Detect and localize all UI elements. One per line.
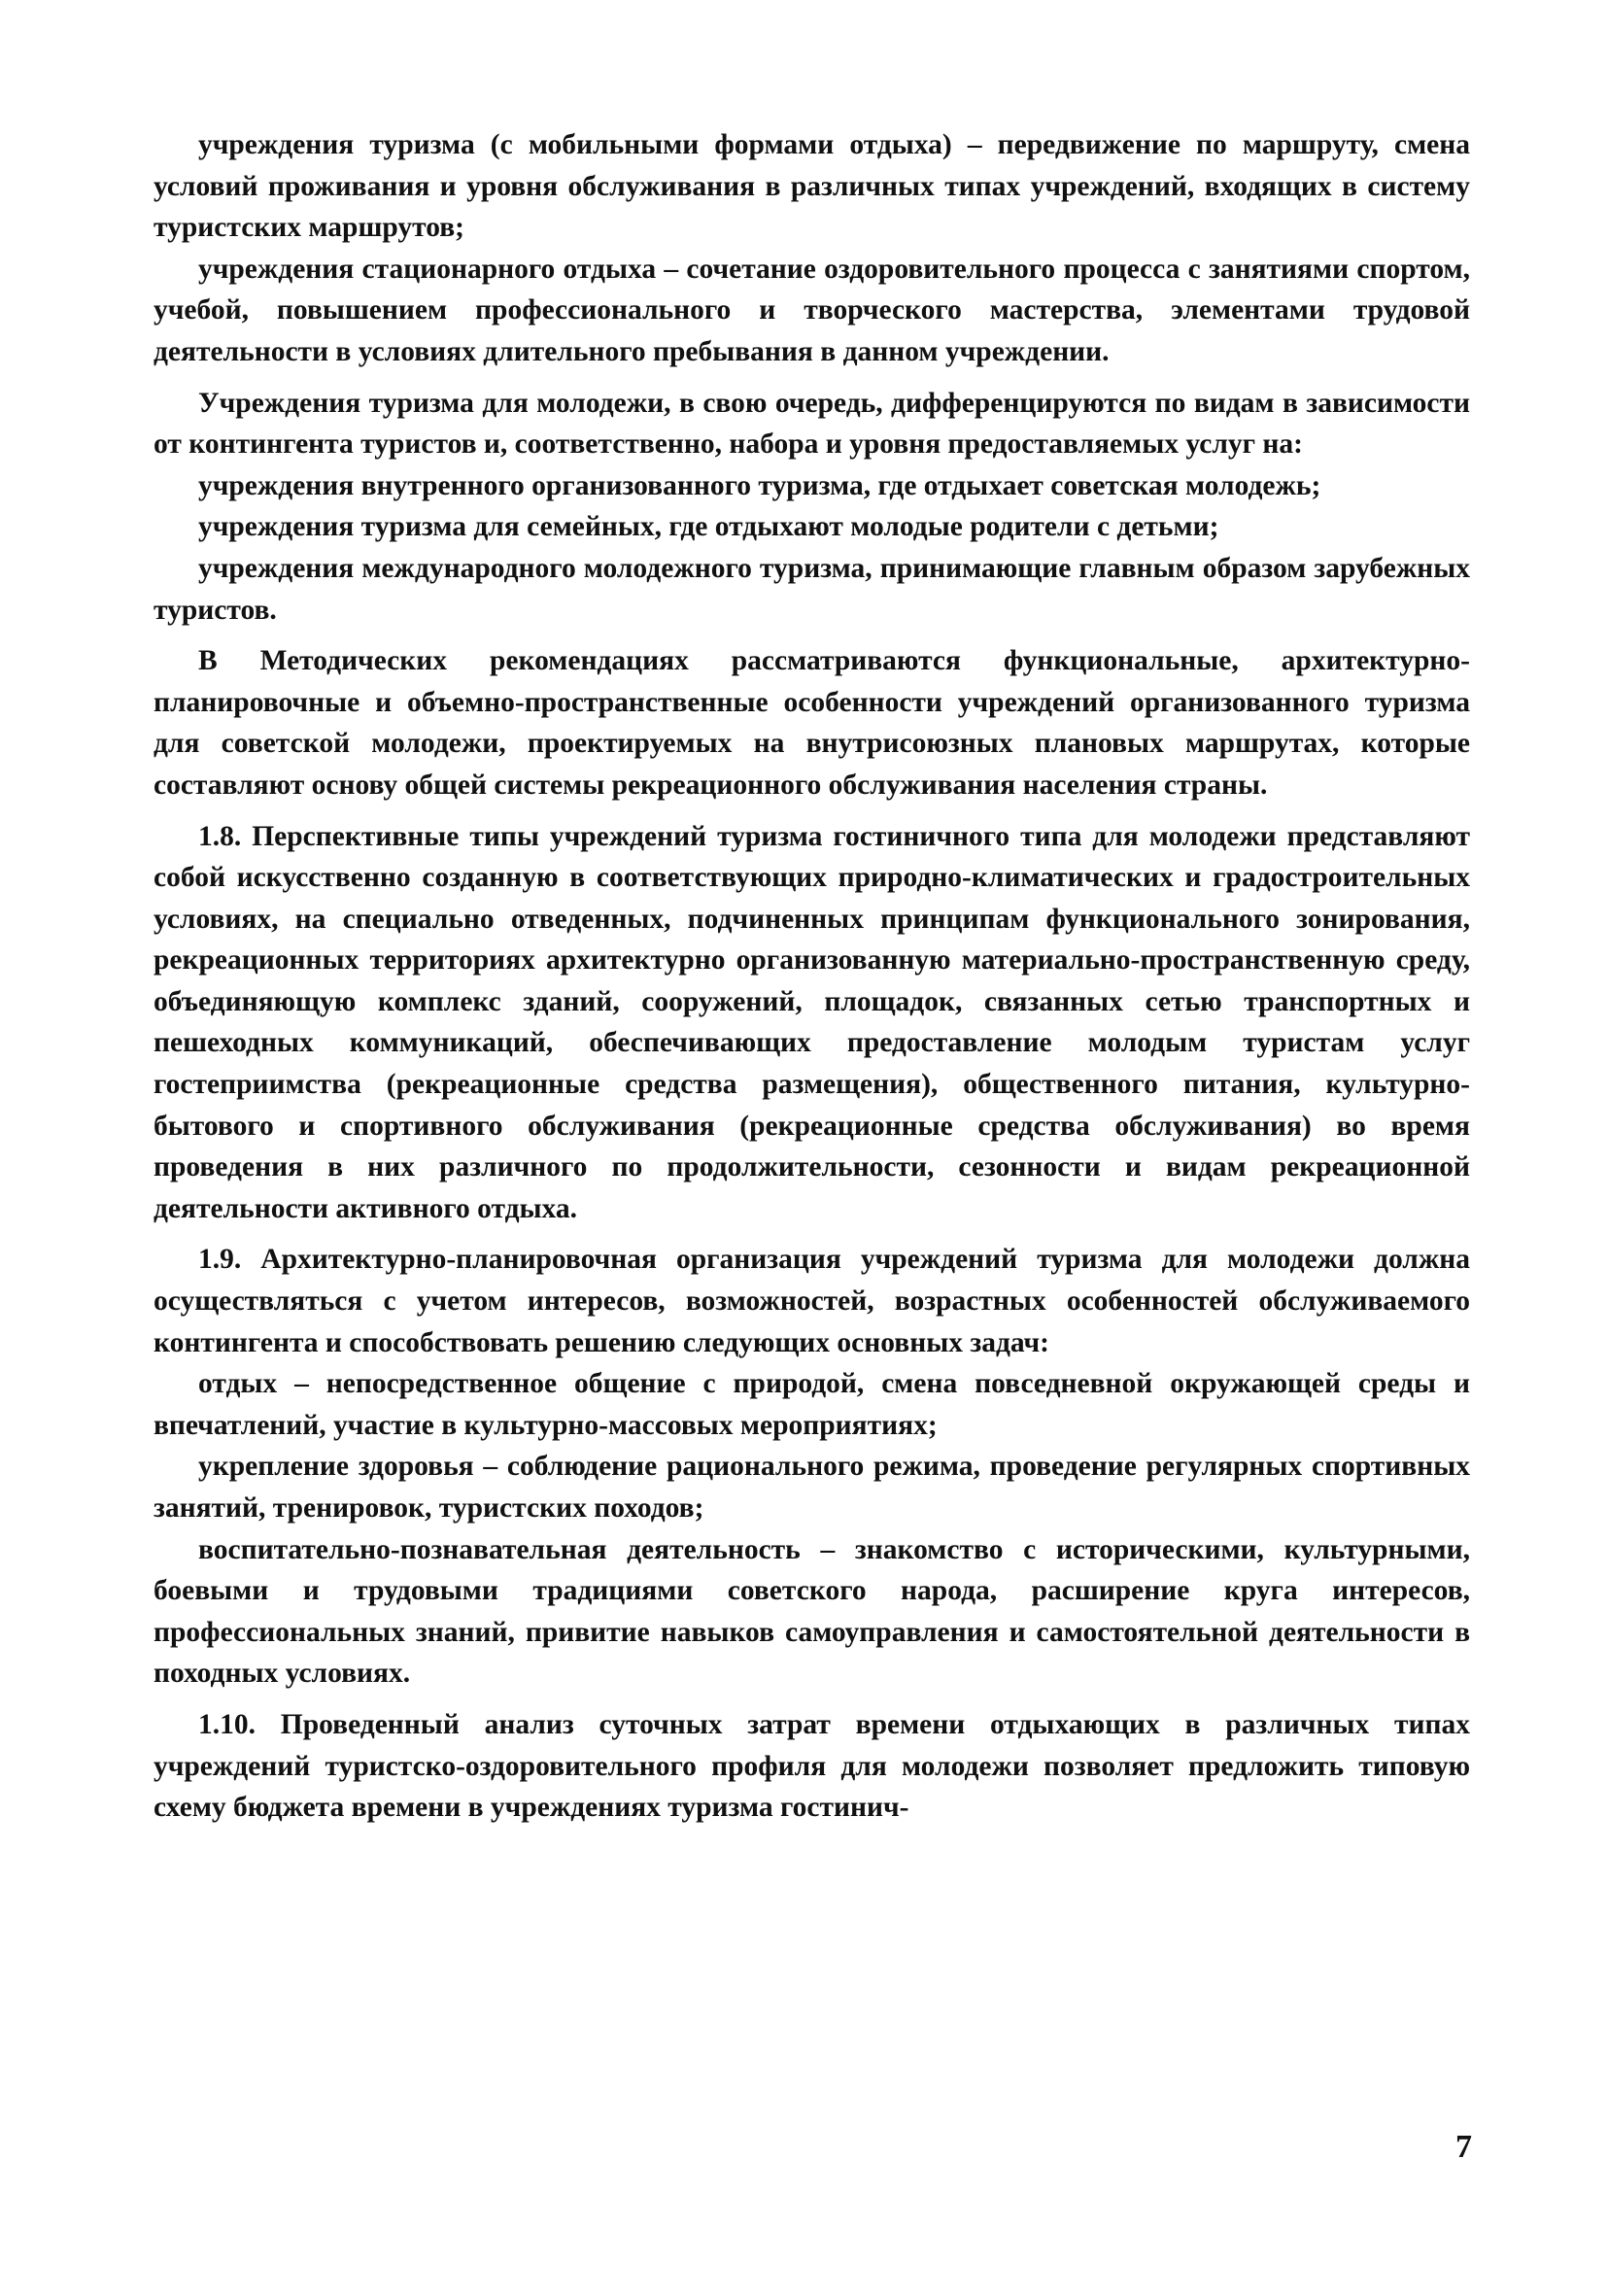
paragraph-differentiation: Учреждения туризма для молодежи, в свою очередь, дифференцируются по видам в зависимости от контингента туристов и, соответственно, набора и уровня предоставляемых услуг на:: [154, 387, 1470, 461]
clause-number: 1.10.: [198, 1708, 256, 1740]
paragraph-family-tourism: учреждения туризма для семейных, где отдыхают молодые родители с детьми;: [198, 511, 1219, 543]
document-page-body: [154, 124, 1470, 1829]
clause-1-9: [154, 1239, 1470, 1363]
paragraph-internal-tourism: учреждения внутренного организованного туризма, где отдыхает советская молодежь;: [198, 469, 1321, 501]
clause-1-8: [154, 816, 1470, 1230]
paragraph-stationary-rest: учреждения стационарного отдыха – сочетание оздоровительного процесса с занятиями спортом, учебой, повышением профессионального и творческого мастерства, элементами трудовой деятельности в условиях длительного пребывания в данном учреждении.: [154, 253, 1470, 367]
clause-text: Архитектурно-планировочная организация учреждений туризма для молодежи должна осуществляться с учетом интересов, возможностей, возрастных особенностей обслуживаемого контингента и способствовать решению следующих основных задач:: [154, 1244, 1470, 1358]
page-number: 7: [1455, 2129, 1472, 2165]
clause-text: Проведенный анализ суточных затрат времени отдыхающих в различных типах учреждений туристско-оздоровительного профиля для молодежи позволяет предложить типовую схему бюджета времени в учреждениях туризма гостинич-: [154, 1708, 1470, 1824]
paragraph-mobile-forms: учреждения туризма (с мобильными формами отдыха) – передвижение по маршруту, смена условий проживания и уровня обслуживания в различных типах учреждений, входящих в систему туристских маршрутов;: [154, 129, 1470, 244]
task-health: укрепление здоровья – соблюдение рационального режима, проведение регулярных спортивных занятий, тренировок, туристских походов;: [154, 1451, 1470, 1524]
paragraph-international-tourism: учреждения международного молодежного туризма, принимающие главным образом зарубежных туристов.: [154, 552, 1470, 626]
task-rest: отдых – непосредственное общение с природой, смена повседневной окружающей среды и впечатлений, участие в культурно-массовых мероприятиях;: [154, 1368, 1470, 1441]
clause-number: 1.8.: [198, 820, 242, 852]
clause-text: Перспективные типы учреждений туризма гостиничного типа для молодежи представляют собой искусственно созданную в соответствующих природно-климатических и градостроительных условиях, на специально отведенных, подчиненных принципам функционального зонирования, рекреационных территориях архитектурно организованную материально-пространственную среду, объединяющую комплекс зданий, сооружений, площадок, связанных сетью транспортных и пешеходных коммуникаций, обеспечивающих предоставление молодым туристам услуг гостеприимства (рекреационные средства размещения), общественного питания, культурно-бытового и спортивного обслуживания (рекреационные средства обслуживания) во время проведения в них различного по продолжительности, сезонности и видам рекреационной деятельности активного отдыха.: [154, 820, 1470, 1224]
clause-1-10: [154, 1704, 1470, 1829]
paragraph-method-recommendations: В Методических рекомендациях рассматриваются функциональные, архитектурно-планировочные и объемно-пространственные особенности учреждений организованного туризма для советской молодежи, проектируемых на внутрисоюзных плановых маршрутах, которые составляют основу общей системы рекреационного обслуживания населения страны.: [154, 645, 1470, 801]
task-education: воспитательно-познавательная деятельность – знакомство с историческими, культурными, боевыми и трудовыми традициями советского народа, расширение круга интересов, профессиональных знаний, привитие навыков самоуправления и самостоятельной деятельности в походных условиях.: [154, 1533, 1470, 1690]
clause-number: 1.9.: [198, 1244, 242, 1276]
